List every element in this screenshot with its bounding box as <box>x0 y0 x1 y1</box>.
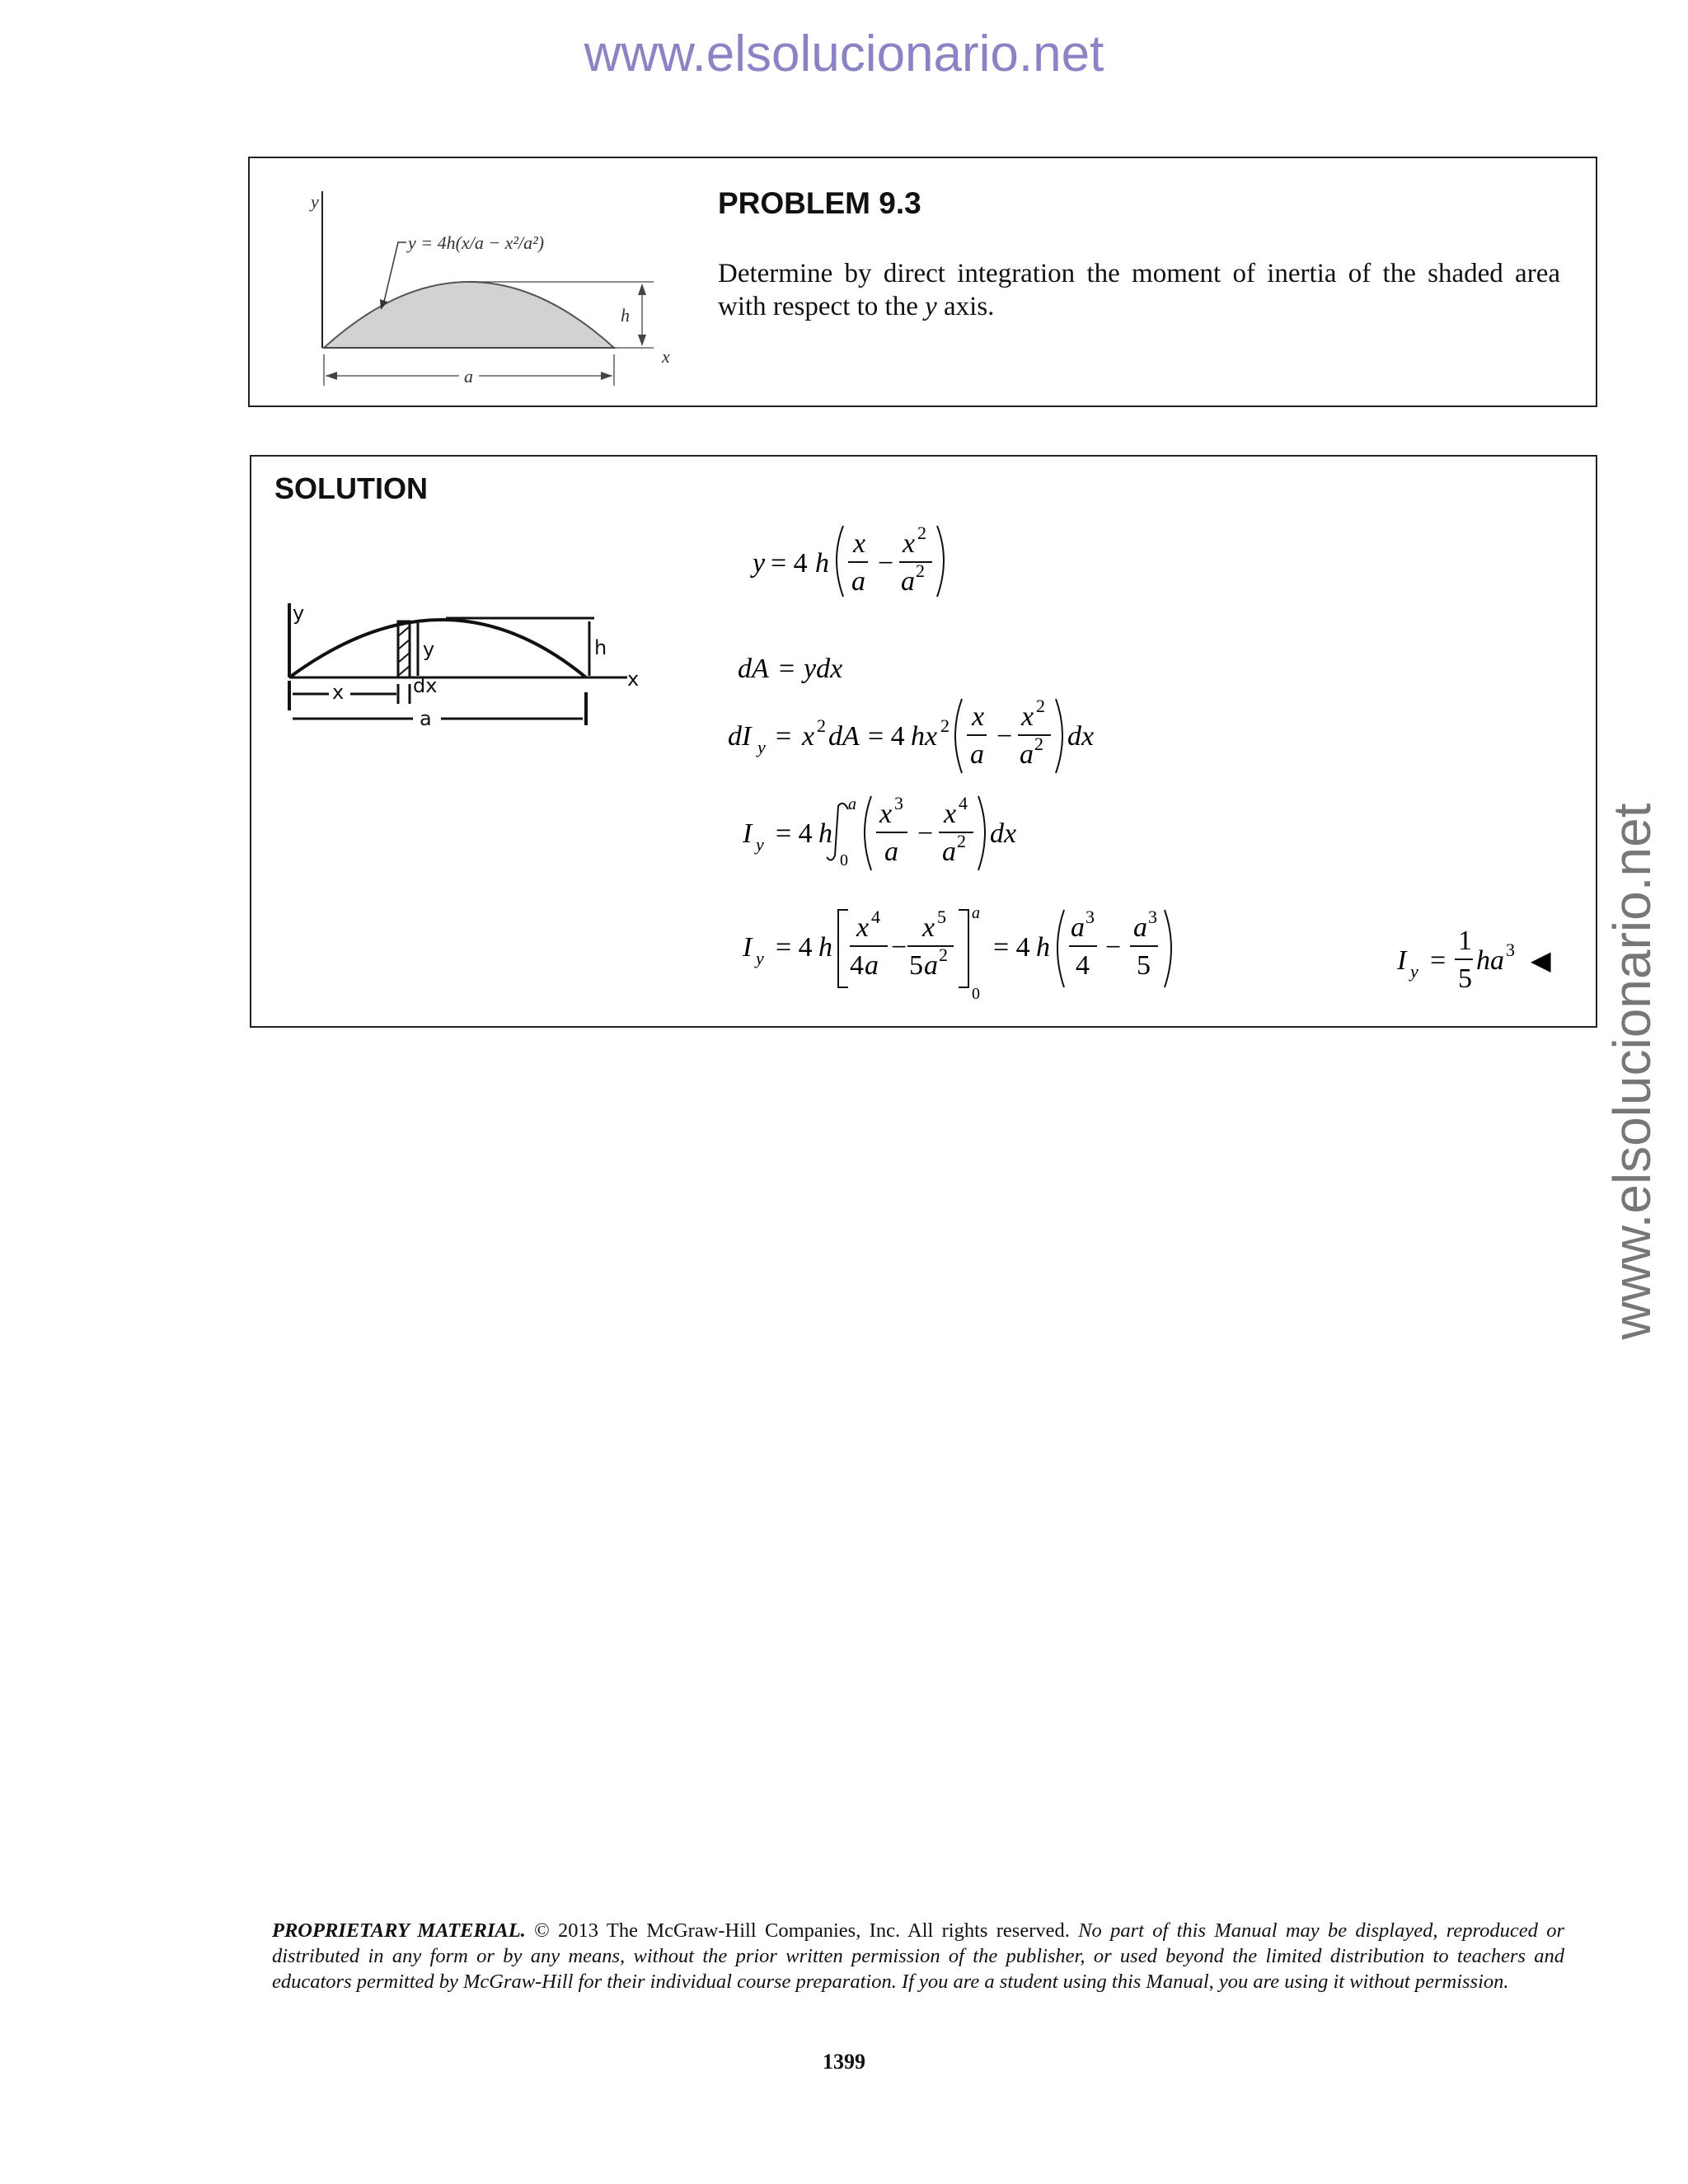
svg-text:dI: dI <box>728 721 752 752</box>
svg-text:=: = <box>779 654 795 684</box>
svg-text:dA: dA <box>738 654 769 684</box>
problem-figure <box>274 175 703 387</box>
sketch-h-label: h <box>594 636 607 659</box>
svg-text:−: − <box>1105 932 1122 963</box>
solution-box <box>250 455 1597 1028</box>
watermark-side: www.elsolucionario.net <box>1602 803 1662 1340</box>
equation-3 <box>728 687 1189 794</box>
solution-title: SOLUTION <box>274 471 428 505</box>
svg-text:2: 2 <box>940 715 950 736</box>
page-number: 1399 <box>823 2050 865 2074</box>
svg-text:0: 0 <box>972 985 980 1003</box>
svg-text:−: − <box>917 818 934 849</box>
svg-text:0: 0 <box>840 851 848 869</box>
svg-text:−: − <box>891 932 907 963</box>
svg-text:3: 3 <box>1085 907 1095 927</box>
svg-text:x: x <box>922 912 935 943</box>
svg-text:x: x <box>972 701 985 732</box>
svg-text:a: a <box>851 566 865 597</box>
svg-text:h: h <box>818 818 832 849</box>
svg-text:2: 2 <box>1036 696 1045 716</box>
svg-text:I: I <box>743 818 753 849</box>
svg-text:a: a <box>901 566 915 597</box>
svg-text:−: − <box>878 548 894 579</box>
svg-text:a: a <box>865 950 879 981</box>
svg-text:x: x <box>802 721 815 752</box>
svg-text:y: y <box>756 948 764 968</box>
svg-text:= 4: = 4 <box>771 548 808 579</box>
svg-text:y: y <box>1410 961 1418 982</box>
svg-text:I: I <box>1397 945 1407 976</box>
svg-text:2: 2 <box>817 715 826 736</box>
svg-text:5: 5 <box>1458 963 1472 994</box>
watermark-top: www.elsolucionario.net <box>584 26 1104 82</box>
svg-text:5: 5 <box>937 907 946 927</box>
sketch-y-axis-label: y <box>293 602 305 625</box>
svg-text:1: 1 <box>1458 926 1472 956</box>
svg-text:2: 2 <box>1034 733 1043 754</box>
svg-text:h: h <box>1036 932 1050 963</box>
svg-text:=: = <box>1430 945 1447 976</box>
sketch-x-axis-label: x <box>627 668 640 691</box>
svg-text:x: x <box>853 528 866 559</box>
svg-text:3: 3 <box>894 793 903 813</box>
solution-sketch <box>281 595 644 752</box>
svg-text:a: a <box>1020 739 1034 770</box>
sketch-strip-y-label: y <box>423 638 435 661</box>
problem-fig-y-label: y <box>311 191 319 212</box>
equation-5 <box>743 898 1204 1013</box>
svg-text:= 4: = 4 <box>993 932 1030 963</box>
svg-text:3: 3 <box>1506 940 1515 960</box>
svg-text:dx: dx <box>1067 721 1095 752</box>
problem-fig-a-label: a <box>464 366 473 387</box>
svg-text:4: 4 <box>959 793 968 813</box>
problem-fig-h-label: h <box>621 305 630 326</box>
svg-text:h: h <box>818 932 832 963</box>
svg-text:= 4: = 4 <box>776 818 813 849</box>
sketch-a-label: a <box>420 707 432 730</box>
svg-text:2: 2 <box>939 944 948 965</box>
svg-text:4: 4 <box>1076 950 1090 981</box>
svg-text:a: a <box>970 739 984 770</box>
sketch-dx-label: dx <box>413 674 438 697</box>
sketch-x-pos-label: x <box>332 681 345 704</box>
svg-text:= 4: = 4 <box>868 721 905 752</box>
equation-1 <box>746 514 1207 605</box>
copyright-footer: PROPRIETARY MATERIAL. © 2013 The McGraw-Hill Companies, Inc. All rights reserved. No part of this Manual may be displayed, reproduced or distributed in any form or by any means, without the prior written permission of the publisher, or used beyond the limited distribution to teachers and educators permitted by McGraw-Hill for their individual course preparation. If you are a student using this Manual, you are using it without permission. <box>272 1919 1564 1993</box>
svg-text:5: 5 <box>909 950 923 981</box>
svg-text:4: 4 <box>850 950 864 981</box>
svg-text:dA: dA <box>828 721 860 752</box>
svg-text:I: I <box>743 932 753 963</box>
svg-text:2: 2 <box>957 831 966 851</box>
svg-text:y: y <box>753 548 766 579</box>
svg-text:dx: dx <box>990 818 1017 849</box>
problem-box <box>248 157 1597 407</box>
svg-text:x: x <box>856 912 870 943</box>
svg-text:a: a <box>924 950 938 981</box>
svg-text:3: 3 <box>1148 907 1157 927</box>
svg-text:a: a <box>848 795 856 813</box>
problem-fig-x-label: x <box>662 346 670 367</box>
svg-text:a: a <box>1071 912 1085 943</box>
svg-text:y: y <box>756 834 764 855</box>
equation-4 <box>743 785 1204 891</box>
svg-text:2: 2 <box>916 560 925 581</box>
svg-text:a: a <box>1133 912 1147 943</box>
svg-text:hx: hx <box>911 721 938 752</box>
svg-text:x: x <box>903 528 916 559</box>
svg-text:= 4: = 4 <box>776 932 813 963</box>
svg-text:=: = <box>776 721 792 752</box>
svg-text:−: − <box>996 721 1013 752</box>
svg-text:x: x <box>944 799 957 829</box>
problem-title: PROBLEM 9.3 <box>718 186 921 220</box>
svg-text:ha: ha <box>1476 945 1504 976</box>
svg-text:h: h <box>815 548 829 579</box>
problem-fig-curve-eq: y = 4h(x/a − x²/a²) <box>408 232 545 253</box>
svg-text:y: y <box>757 737 766 757</box>
final-answer <box>1397 912 1562 1018</box>
svg-text:x: x <box>879 799 893 829</box>
answer-marker-icon: ◀ <box>1531 945 1551 975</box>
svg-text:4: 4 <box>871 907 880 927</box>
svg-text:a: a <box>884 837 898 867</box>
svg-text:a: a <box>972 904 980 922</box>
svg-text:a: a <box>942 837 956 867</box>
svg-text:2: 2 <box>917 523 926 543</box>
problem-statement: Determine by direct integration the moment of inertia of the shaded area with respect to the y axis. <box>718 259 1560 321</box>
svg-text:ydx: ydx <box>804 654 843 684</box>
svg-text:5: 5 <box>1137 950 1151 981</box>
svg-text:x: x <box>1021 701 1034 732</box>
